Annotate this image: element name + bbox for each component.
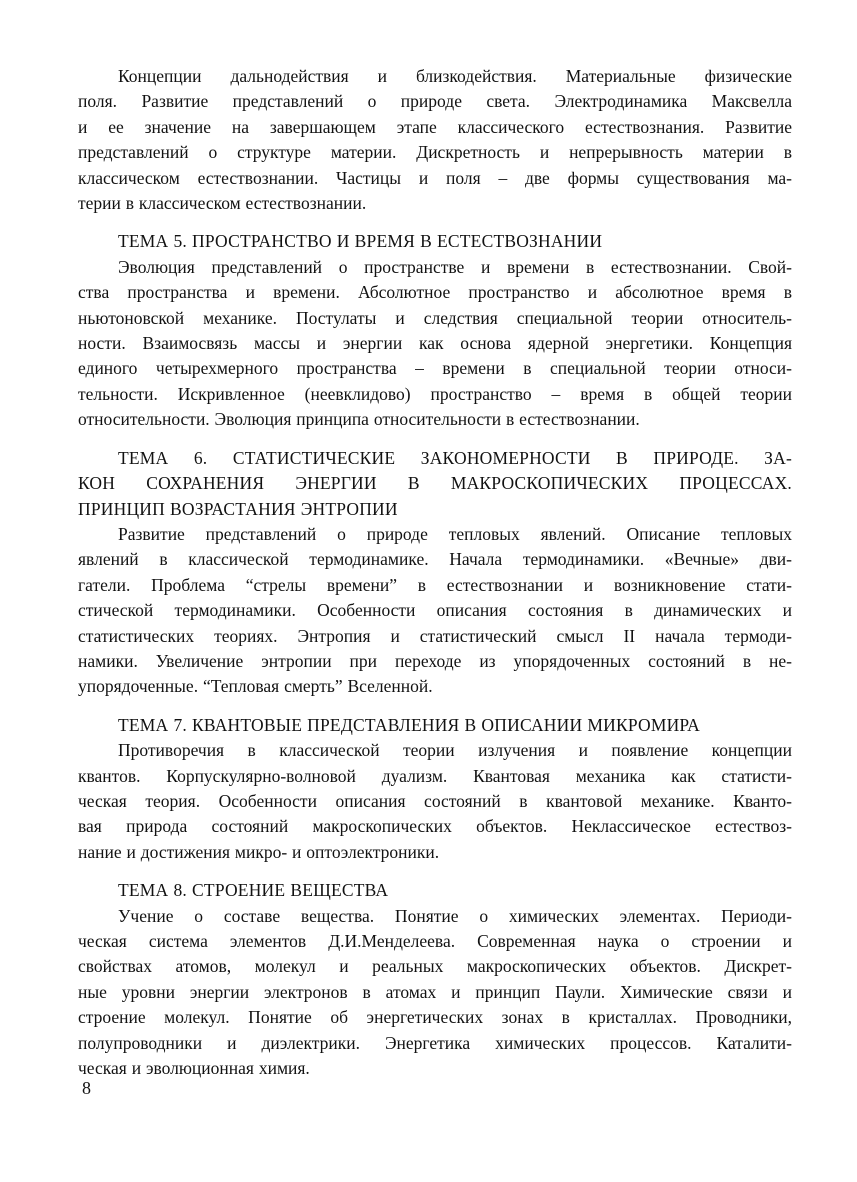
paragraph <box>78 255 792 433</box>
text-line: тельности. Искривленное (неевклидово) пространство – время в общей теории <box>78 383 792 404</box>
section-heading <box>78 229 792 254</box>
section-heading <box>78 713 792 738</box>
paragraph <box>78 522 792 700</box>
text-line: ности. Взаимосвязь массы и энергии как основа ядерной энергетики. Концепция <box>78 333 792 354</box>
text-line: терии в классическом естествознании. <box>78 193 367 214</box>
paragraph <box>78 738 792 865</box>
text-line: и ее значение на завершающем этапе классического естествознания. Развитие <box>78 116 792 137</box>
text-line: Концепции дальнодействия и близкодействия. Материальные физические <box>118 66 792 86</box>
document-body <box>78 64 792 1081</box>
page-number: 8 <box>82 1078 91 1098</box>
heading-line: ТЕМА 5. ПРОСТРАНСТВО И ВРЕМЯ В ЕСТЕСТВОЗНАНИИ <box>118 231 603 252</box>
section-heading <box>78 878 792 903</box>
text-line: свойствах атомов, молекул и реальных макроскопических объектов. Дискрет- <box>78 956 792 977</box>
heading-line: ТЕМА 8. СТРОЕНИЕ ВЕЩЕСТВА <box>118 880 389 901</box>
paragraph <box>78 64 792 216</box>
text-line: классическом естествознании. Частицы и поля – две формы существования ма- <box>78 167 792 188</box>
text-line: ства пространства и времени. Абсолютное пространство и абсолютное время в <box>78 282 792 303</box>
heading-line: ТЕМА 7. КВАНТОВЫЕ ПРЕДСТАВЛЕНИЯ В ОПИСАНИИ МИКРОМИРА <box>118 714 700 735</box>
section-heading <box>78 446 792 522</box>
paragraph <box>78 904 792 1082</box>
text-line: ческая теория. Особенности описания состояний в квантовой механике. Кванто- <box>78 790 792 811</box>
text-line: строение молекул. Понятие об энергетических зонах в кристаллах. Проводники, <box>78 1007 792 1028</box>
text-line: полупроводники и диэлектрики. Энергетика химических процессов. Каталити- <box>78 1032 792 1053</box>
text-line: вая природа состояний макроскопических объектов. Неклассическое естествоз- <box>78 816 792 837</box>
heading-line: ПРИНЦИП ВОЗРАСТАНИЯ ЭНТРОПИИ <box>78 498 398 519</box>
text-line: единого четырехмерного пространства – времени в специальной теории относи- <box>78 358 792 379</box>
text-line: статистических теориях. Энтропия и статистический смысл II начала термоди- <box>78 625 792 646</box>
text-line: гатели. Проблема “стрелы времени” в естествознании и возникновение стати- <box>78 574 792 595</box>
text-line: стической термодинамики. Особенности описания состояния в динамических и <box>78 600 792 621</box>
text-line: Развитие представлений о природе тепловых явлений. Описание тепловых <box>118 523 792 544</box>
text-line: явлений в классической термодинамике. Начала термодинамики. «Вечные» дви- <box>78 549 792 570</box>
text-line: квантов. Корпускулярно-волновой дуализм. Квантовая механика как статисти- <box>78 765 792 786</box>
text-line: упорядоченные. “Тепловая смерть” Вселенной. <box>78 676 433 697</box>
text-line: Противоречия в классической теории излучения и появление концепции <box>118 740 792 761</box>
text-line: поля. Развитие представлений о природе света. Электродинамика Максвелла <box>78 91 792 112</box>
text-line: нание и достижения микро- и оптоэлектроники. <box>78 841 440 862</box>
text-line: ные уровни энергии электронов в атомах и принцип Паули. Химические связи и <box>78 981 792 1002</box>
heading-line: КОН СОХРАНЕНИЯ ЭНЕРГИИ В МАКРОСКОПИЧЕСКИХ ПРОЦЕССАХ. <box>78 473 792 494</box>
text-line: ческая система элементов Д.И.Менделеева. Современная наука о строении и <box>78 931 792 951</box>
text-line: ческая и эволюционная химия. <box>78 1058 310 1079</box>
text-line: намики. Увеличение энтропии при переходе из упорядоченных состояний в не- <box>78 650 792 671</box>
text-line: представлений о структуре материи. Дискретность и непрерывность материи в <box>78 142 792 163</box>
text-line: Учение о составе вещества. Понятие о химических элементах. Периоди- <box>118 905 792 926</box>
text-line: ньютоновской механике. Постулаты и следствия специальной теории относитель- <box>78 307 792 328</box>
text-line: Эволюция представлений о пространстве и времени в естествознании. Свой- <box>118 256 792 277</box>
text-line: относительности. Эволюция принципа относительности в естествознании. <box>78 409 640 430</box>
heading-line: ТЕМА 6. СТАТИСТИЧЕСКИЕ ЗАКОНОМЕРНОСТИ В ПРИРОДЕ. ЗА- <box>118 447 792 468</box>
